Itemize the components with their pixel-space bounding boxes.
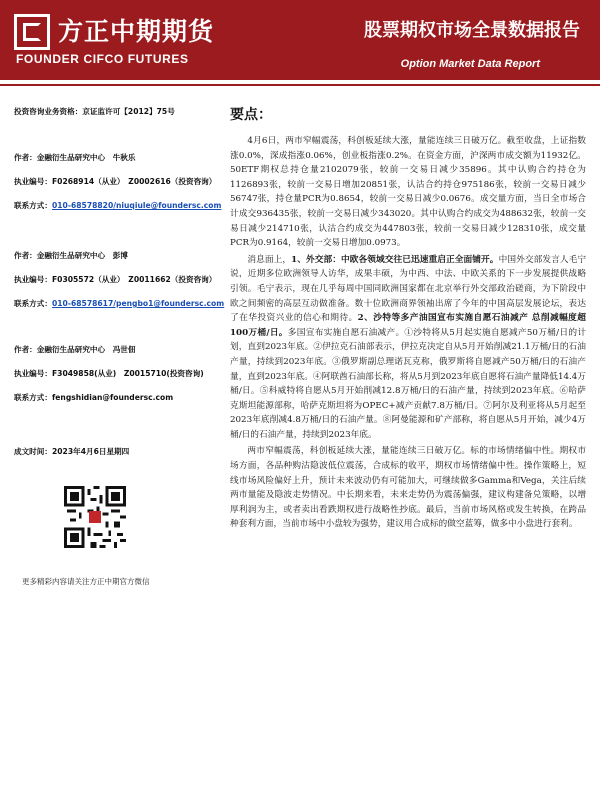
report-header [0, 0, 600, 92]
analyst-1-license: 执业编号：F0268914（从业） Z0002616（投资咨询） [14, 177, 217, 186]
news-body-1: 中国外交部发言人毛宁说，近期多位欧洲领导人访华，成果丰硕，为中西、中法、中欧关系的下一步发展提供战略引领。毛宁表示，现在几乎每周中国同欧洲国家都在北京举行外交部政治磋商，为下阶段中欧之间频密的高层互动做准备。数十位欧洲商界领袖出席了今年的中国高层发展论坛，表达了在华投资兴业的信心和期待。 [230, 254, 587, 324]
analyst-2-contact-row [14, 298, 224, 310]
analyst-3-contact-row [14, 392, 173, 404]
qr-code-icon [64, 486, 126, 548]
analyst-2-author: 作者：金融衍生品研究中心 彭博 [14, 251, 128, 260]
analyst-3-contact: fengshidian@foundersc.com [51, 393, 174, 402]
contact-label: 联系方式： [14, 201, 52, 210]
report-date: 成文时间：2023年4月6日星期四 [14, 447, 130, 456]
news-intro: 消息面上， [247, 254, 292, 265]
logo-mark-icon [14, 14, 50, 50]
logo-text-cn: 方正中期期货 [58, 17, 215, 46]
news-body-2: 多国宣布实施自愿石油减产。①沙特将从5月起实施自愿减产50万桶/日的计划，直到2023年底。②伊拉克石油部表示，伊拉克决定自从5月开始削减21.1万桶/日的石油产量，持续到2023年底。③俄罗斯副总理诺瓦克称，俄罗斯将自愿减产50万桶/日的石油产量，直到2023年底。④阿联酋石油部长称，将从5月到2023年底自愿将石油产量降低14.4万桶/日。⑤科威特将自愿从5月开始削减12.8万桶/日的石油产量，持续到2023年底。⑥哈萨克斯坦能源部称，哈萨克斯坦将为OPEC+减产贡献7.8万桶/日。⑦阿尔及利亚将从5月起至2023年底削减4.8万桶/日的石油产量。⑧阿曼能源和矿产部称，将自愿从5月开始，减少4万桶/日的石油产量，持续到2023年底。 [230, 327, 587, 440]
report-subtitle: Option Market Data Report [400, 58, 540, 70]
logo-text-en: FOUNDER CIFCO FUTURES [16, 52, 189, 66]
analyst-1-contact-link[interactable]: 010-68578820/niuqiule@foundersc.com [51, 201, 222, 210]
analyst-1-author: 作者：金融衍生品研究中心 牛秋乐 [14, 153, 136, 162]
report-title: 股票期权市场全景数据报告 [364, 20, 580, 41]
summary-body [230, 134, 586, 534]
news-headline-2: 2、沙特等多产油国宣布实施自愿石油减产 总削减幅度超100万桶/日。 [230, 313, 586, 338]
analyst-3-author: 作者：金融衍生品研究中心 冯世佃 [14, 345, 136, 354]
contact-label: 联系方式： [14, 393, 52, 402]
qualification-text: 投资咨询业务资格：京证监许可【2012】75号 [14, 107, 175, 116]
contact-label: 联系方式： [14, 299, 52, 308]
analyst-2-license: 执业编号：F0305572（从业） Z0011662（投资咨询） [14, 275, 217, 284]
header-band [0, 0, 600, 80]
section-heading: 要点： [230, 107, 272, 123]
analyst-1-contact-row [14, 200, 221, 212]
paragraph-market-overview: 4月6日，两市窄幅震荡，科创板延续大涨，量能连续三日破万亿。截至收盘，上证指数涨0.0%，深成指涨0.06%，创业板指涨0.2%。在资金方面，沪深两市成交额为11932亿。50ETF期权总持仓量2102079张，较前一交易日减少35896。其中认购合约持仓为1126893张，较前一交易日增加20851张，认沽合约持仓975186张，较前一交易日减少56747张，持仓量PCR为0.8654，较前一交易日减少0.0676。成交量方面，当日全市场合计成交936435张，较前一交易日减少343020。其中认购合约成交为488632张，较前一交易日减少214710张，认沽合约成交为447803张，较前一交易日减少128310张，成交量PCR为0.9164，较前一交易日增加0.0973。 [230, 136, 586, 249]
analyst-2-contact-link[interactable]: 010-68578617/pengbo1@foundersc.com [51, 299, 225, 308]
qr-caption: 更多精彩内容请关注方正中期官方微信 [22, 577, 150, 586]
analyst-3-license: 执业编号：F3049858(从业) Z0015710(投资咨询) [14, 369, 204, 378]
paragraph-news [230, 253, 586, 443]
news-headline-1: 1、外交部：中欧各领域交往已迅速重启正全面铺开。 [291, 254, 499, 265]
header-divider [0, 84, 600, 86]
paragraph-strategy: 两市窄幅震荡，科创板延续大涨，量能连续三日破万亿。标的市场情绪偏中性。期权市场方面，各品种购沽隐波低位震荡，合成标的收平，期权市场情绪偏中性。操作策略上，短线市场风险偏好上升，预计未来波动仍有可能加大，可继续做多Gamma和Vega，关注后续两市量能及隐波走势情况。中长期来看，未来走势仍为震荡偏强，建议构建备兑策略，以增厚利润为主，或者卖出看跌期权进行战略性抄底。最后，当前市场风格或发生转换，在跨品种套利方面，当前市场中小盘较为强势，建议用合成标的做空蓝筹，做多中小盘进行套利。 [230, 446, 586, 530]
